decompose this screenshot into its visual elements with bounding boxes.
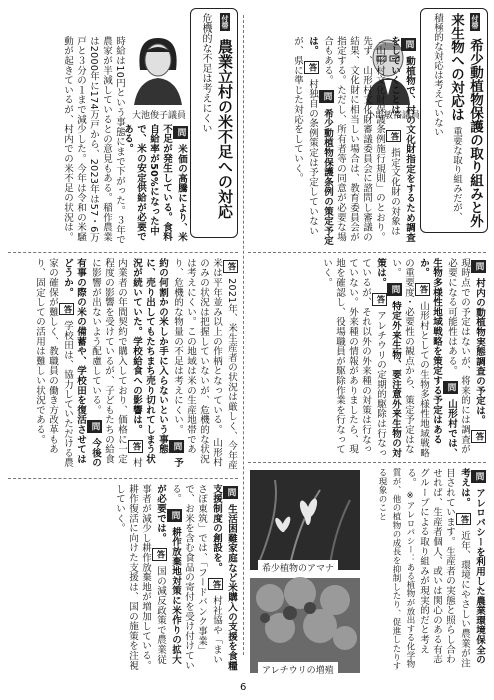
vine-photo (250, 578, 360, 673)
article1-person-name: 小出敏裕議員 (366, 111, 421, 121)
answer-label: 答 (471, 430, 486, 443)
page-number: 6 (240, 682, 247, 693)
answer-label: 答 (372, 293, 387, 306)
article1-subtitle: 重要な取り組みだが、積極的な対応は考えていない (432, 13, 462, 222)
article1-a4: 山形村としての生物多様性地域戦略の重要度・必要性の観点から、策定予定はない。 (390, 258, 429, 458)
article2-body-top (122, 124, 188, 246)
answer-label: 答 (386, 130, 401, 143)
article2-person-name: 大池俊子議員 (132, 111, 187, 121)
article1-badge: 付帯 (471, 15, 479, 29)
answer-label: 答 (128, 440, 143, 453)
article2-portrait (128, 30, 188, 105)
photo-amana-caption: 希少植物のアマナ (258, 560, 338, 575)
article2-subtitle: 危機的な不足は考えにくい (200, 13, 211, 133)
divider-right-2 (248, 462, 486, 463)
question-label: 問 (471, 260, 486, 273)
article1-q4: 山形村では、生物多様性地域戦略を策定する予定はあるか。 (418, 258, 457, 458)
article2-a4: 学校田は、協力していただける農家の確保が難しく、教職員の働き方改革もあり、固定しての活用は難しい状況である。 (34, 258, 73, 468)
article2-title: 農業立村の米不足への対応 (216, 38, 234, 219)
article1-a5: アレチウリの定期的駆除は行なっているが、それ以外の外来種の対策は行なっていない。外来種の情報がありましたら、現地を確認し、役場職員が駆除作業を行なっていく。 (321, 258, 386, 458)
article2-q3: 今後の有事の際の米の備蓄や、学校田を復活させてはどうか。 (62, 258, 101, 468)
article1-body-top (248, 36, 416, 246)
article1-a3: 現時点での予定はないが、将来的には調査が必要になる可能性はある。 (446, 258, 470, 454)
question-label: 問 (443, 381, 458, 394)
answer-label: 答 (304, 61, 319, 74)
article1-q1: 動植物で、村の文化財指定をするため調査をしていくことは。 (389, 36, 415, 243)
article1-a2: 村独自の条例策定は予定していないが、県に準じた対応をしていく。 (292, 36, 318, 236)
photo-amana (250, 470, 360, 570)
article2-badge: 付帯 (221, 15, 229, 29)
divider-center (243, 15, 244, 655)
article2-a5: 村社協や「まいさぽ東筑」では、「フードバンク事業」で、お米を含む食品の寄付を受け付けている。 (170, 484, 222, 671)
article1-q6: アレロパシーを利用した農業環境保全の考えは。 (459, 468, 485, 665)
article1-q2: 希少動植物保護条例の策定予定は。 (307, 36, 333, 246)
article2-q2: 予約の何割かの米しか手に入らないという事態に、売り出してもたちまち売り切れてしまう状況が続いていた。学校給食への影響は。 (131, 258, 183, 468)
question-label: 問 (471, 470, 486, 483)
question-label: 問 (169, 440, 184, 453)
article2-body-bottom (8, 484, 238, 674)
answer-label: 答 (59, 303, 74, 316)
article2-body-middle (8, 258, 238, 473)
article2-intro (8, 36, 126, 246)
portrait-woman-photo (128, 30, 188, 105)
article2-a1: 2021年、米生産者の状況は厳しく、今年産米は平年並み以上の作柄となっている。 (211, 258, 237, 471)
question-label: 問 (173, 126, 188, 139)
answer-label: 答 (456, 513, 471, 526)
photo-arechiuri-caption: アレチウリの増殖 (258, 662, 338, 677)
answer-label: 答 (415, 283, 430, 296)
answer-label: 答 (208, 578, 223, 591)
article2-a2: 山形村のみの状況は把握していないが、危機的な状況は考えにくい。この地域は米の生産地帯であり、危機的な物量の不足は考えにくい。 (172, 258, 222, 468)
article2-q5: 耕作放棄地対策に米作りの拡大が必要では。 (155, 484, 181, 665)
answer-label: 答 (152, 548, 167, 561)
flower-photo (250, 470, 360, 570)
article2-title-box (190, 8, 238, 238)
article1-note: ※アレロパシー：ある植物が放出する化学物質が、他の植物の成長を抑制したり、促進したりする現象のこと (377, 468, 415, 671)
article1-a1: 指定文化財の対象は「山形村文化財保護条例施行規則」のとおり。先ず、山形村文化財審議委員会に諮問し審議の結果、文化財に相当しい場合は、教育委員会が指定する。ただし、所有者等の同意が必要な場合もある。 (322, 36, 400, 242)
answer-label: 答 (223, 260, 238, 273)
article2-intro-text: 時給は10円という事態にまで下がった。３年で農家が半減しているとの意見もある。稲作農業は2000年に174万戸から、2023年は57・6万戸と３分の１まで減少した。今年は令和の米騒動が起きているが、村内での米不足の状況は。 (62, 36, 125, 245)
article1-q3: 村内の動植物実態調査の予定は。 (474, 278, 485, 426)
question-label: 問 (387, 283, 402, 296)
question-label: 問 (401, 38, 416, 51)
article2-q1: 米価の高騰により、米不足が発生している。食料自給率が50%になった中で、米の安定供給が必要である。 (122, 124, 187, 243)
question-label: 問 (87, 420, 102, 433)
article1-title: 希少動植物保護の取り組みと外来生物への対応は (448, 13, 483, 228)
question-label: 問 (167, 509, 182, 522)
article2-a3: 村内業者の年間契約で購入しており、価格に一定程度の影響を受けているが、子どもたちの給食に影響が出ないよう配慮している。 (90, 258, 142, 468)
article1-q5: 特定外来生物、要注意外来生物の対策は。 (375, 258, 401, 458)
divider-left-1 (8, 252, 238, 253)
question-label: 問 (319, 90, 334, 103)
photo-arechiuri (250, 578, 360, 673)
article2-q4: 生活困難家庭など米購入の支援を食糧支援制度の創設を。 (211, 484, 237, 671)
article1-title-box (420, 8, 488, 233)
article1-body-bottom (364, 468, 486, 673)
article2-a6: 国の減反政策で農業従事者が減少し耕作放棄地が増加している。耕作復活に向けた支援は、国の施策を注視していく。 (114, 484, 166, 671)
divider-right-1 (248, 252, 486, 253)
divider-left-2 (8, 478, 238, 479)
article1-a6: 近年、環境にやさしい農業が注目されています。生産者の実態と照らし合わせれば、生産者個人、或いは関心のある有志グループによる取り組みが現実的だと考える。 (405, 468, 470, 668)
question-label: 問 (223, 486, 238, 499)
article1-body-middle (250, 258, 486, 458)
